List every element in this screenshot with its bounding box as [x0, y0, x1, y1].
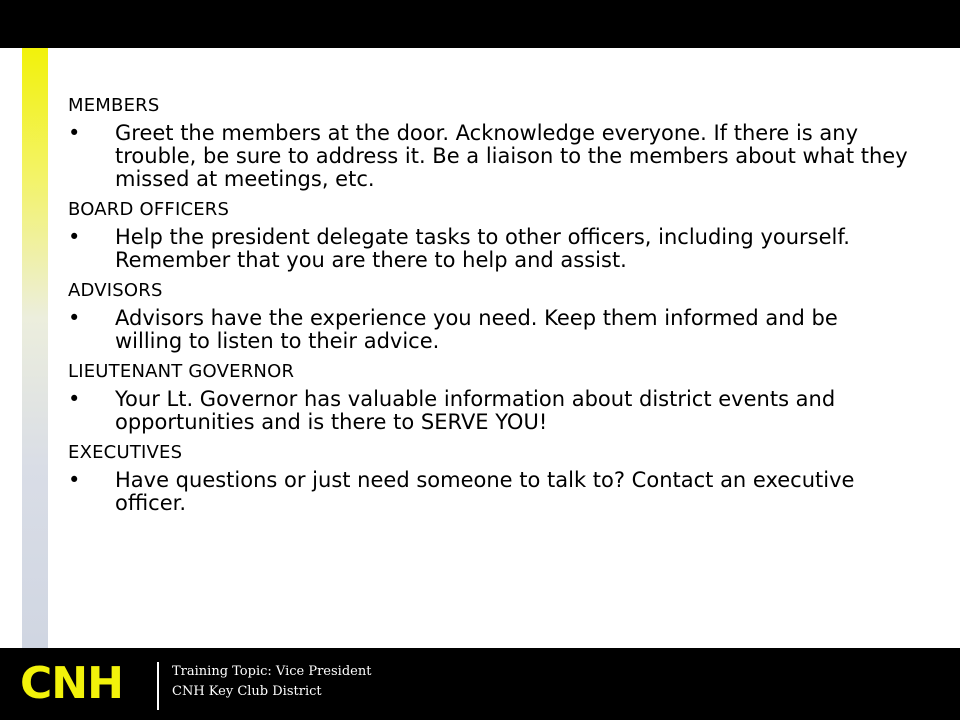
section-executives: [68, 439, 908, 515]
section-board-officers: [68, 196, 908, 272]
bullet-icon: •: [68, 387, 81, 411]
top-bar: [0, 0, 960, 48]
slide-content: [68, 92, 908, 520]
bullet-text: Advisors have the experience you need. Keep them informed and be willing to listen to their advice.: [115, 306, 838, 353]
bullet-item: [68, 307, 908, 353]
cnh-logo: CNH: [20, 658, 123, 709]
bullet-icon: •: [68, 121, 81, 145]
section-heading: ADVISORS: [68, 280, 163, 301]
bullet-text: Help the president delegate tasks to other officers, including yourself. Remember that you are there to help and assist.: [115, 225, 850, 272]
section-heading: MEMBERS: [68, 95, 160, 116]
bullet-item: [68, 388, 908, 434]
section-heading: BOARD OFFICERS: [68, 199, 230, 220]
bullet-icon: •: [68, 306, 81, 330]
bullet-item: [68, 122, 908, 191]
footer-text: [172, 662, 371, 702]
bullet-icon: •: [68, 225, 81, 249]
bullet-item: [68, 226, 908, 272]
bullet-icon: •: [68, 468, 81, 492]
section-advisors: [68, 277, 908, 353]
accent-stripe: [22, 48, 48, 648]
section-heading: EXECUTIVES: [68, 442, 183, 463]
bullet-text: Greet the members at the door. Acknowledge everyone. If there is any trouble, be sure to address it. Be a liaison to the members about what they missed at meetings, etc.: [115, 121, 908, 191]
bullet-item: [68, 469, 908, 515]
bullet-text: Your Lt. Governor has valuable information about district events and opportunities and is there to SERVE YOU!: [115, 387, 836, 434]
footer-bar: [0, 648, 960, 720]
training-topic: Training Topic: Vice President: [172, 664, 372, 679]
bullet-text: Have questions or just need someone to talk to? Contact an executive officer.: [115, 468, 855, 515]
section-heading: LIEUTENANT GOVERNOR: [68, 361, 295, 382]
district-name: CNH Key Club District: [172, 684, 322, 699]
section-members: [68, 92, 908, 191]
footer-divider: [157, 662, 159, 710]
section-lieutenant-governor: [68, 358, 908, 434]
